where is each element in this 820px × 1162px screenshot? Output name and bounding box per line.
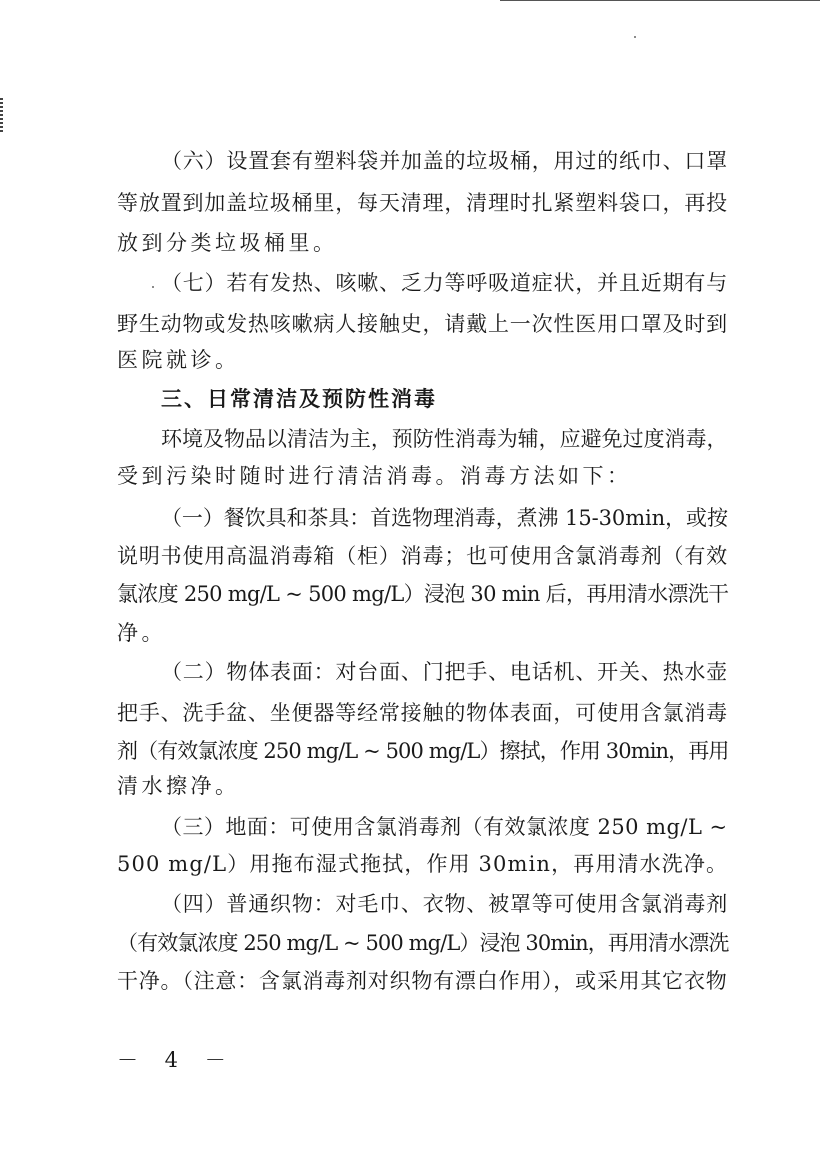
paragraph-6-line-1: （六）设置套有塑料袋并加盖的垃圾桶，用过的纸巾、口罩 [161, 149, 728, 173]
intro-line-1: 环境及物品以清洁为主，预防性消毒为辅，应避免过度消毒， [161, 427, 728, 451]
item-3-line-1: （三）地面：可使用含氯消毒剂（有效氯浓度 250 mg/L ~ [161, 815, 728, 839]
item-3-line-2: 500 mg/L）用拖布湿式拖拭，作用 30min，再用清水洗净。 [117, 852, 729, 876]
item-4-line-2: （有效氯浓度 250 mg/L ~ 500 mg/L）浸泡 30min，再用清水漂洗 [117, 931, 729, 955]
item-1-line-2: 说明书使用高温消毒箱（柜）消毒；也可使用含氯消毒剂（有效 [117, 544, 728, 568]
paragraph-7-line-3: 医院就诊。 [117, 348, 240, 372]
item-2-line-1: （二）物体表面：对台面、门把手、电话机、开关、热水壶 [161, 660, 728, 684]
top-border-line [500, 0, 820, 2]
item-2-line-2: 把手、洗手盆、坐便器等经常接触的物体表面，可使用含氯消毒 [117, 701, 728, 725]
item-1-line-1: （一）餐饮具和茶具：首选物理消毒，煮沸 15-30min，或按 [161, 506, 728, 530]
section-3-heading: 三、日常清洁及预防性消毒 [161, 387, 437, 411]
item-2-line-3: 剂（有效氯浓度 250 mg/L ~ 500 mg/L）擦拭，作用 30min，再用 [117, 739, 729, 763]
item-4-line-1: （四）普通织物：对毛巾、衣物、被罩等可使用含氯消毒剂 [161, 892, 728, 916]
intro-line-2: 受到污染时随时进行清洁消毒。消毒方法如下： [117, 464, 632, 488]
paragraph-7-line-2: 野生动物或发热咳嗽病人接触史，请戴上一次性医用口罩及时到 [117, 312, 728, 336]
item-1-line-4: 净。 [117, 621, 166, 645]
scan-edge-mark [0, 98, 3, 134]
item-2-line-4: 清水擦净。 [117, 774, 240, 798]
scan-speck [152, 286, 154, 288]
item-1-line-3: 氯浓度 250 mg/L ~ 500 mg/L）浸泡 30 min 后，再用清水漂洗干 [117, 582, 729, 606]
page-number: － 4 － [117, 1048, 236, 1072]
paragraph-6-line-3: 放到分类垃圾桶里。 [117, 231, 338, 255]
paragraph-6-line-2: 等放置到加盖垃圾桶里，每天清理，清理时扎紧塑料袋口，再投 [117, 191, 728, 215]
item-4-line-3: 干净。（注意：含氯消毒剂对织物有漂白作用），或采用其它衣物 [117, 969, 728, 993]
scan-speck [634, 36, 636, 38]
paragraph-7-line-1: （七）若有发热、咳嗽、乏力等呼吸道症状，并且近期有与 [161, 271, 728, 295]
